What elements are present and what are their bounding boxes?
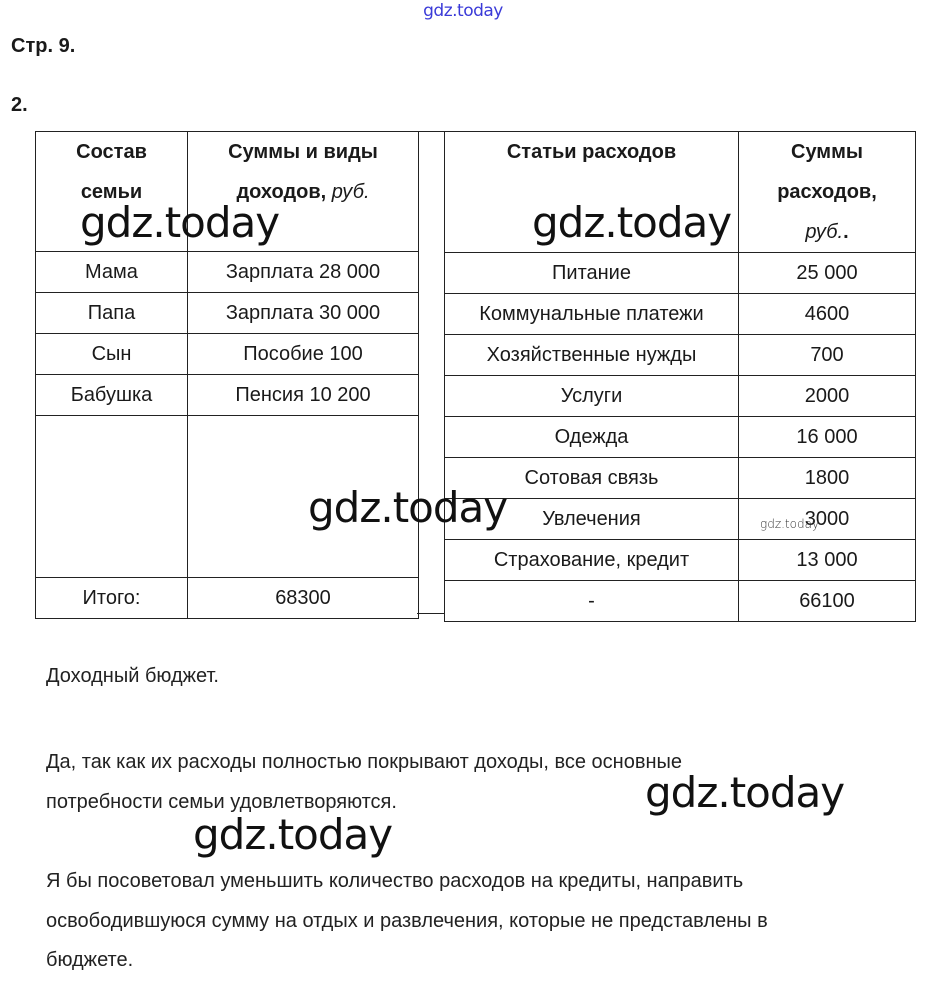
header-items bbox=[445, 132, 739, 253]
header-text: Состав bbox=[76, 141, 147, 163]
item-cell: Услуги bbox=[445, 376, 739, 417]
item-cell: Одежда bbox=[445, 417, 739, 458]
amount-cell: 1800 bbox=[739, 458, 916, 499]
header-text: доходов, bbox=[236, 181, 327, 203]
header-text: семьи bbox=[80, 181, 143, 203]
watermark: gdz.today bbox=[193, 810, 393, 859]
table-row bbox=[445, 417, 916, 458]
table-row bbox=[36, 293, 419, 334]
income-header-row bbox=[36, 132, 419, 252]
amount-cell: 16 000 bbox=[739, 417, 916, 458]
watermark-small: gdz.today bbox=[760, 517, 820, 531]
member-cell: Бабушка bbox=[36, 375, 188, 416]
total-label: - bbox=[445, 581, 739, 622]
member-cell: Мама bbox=[36, 252, 188, 293]
answer-1: Доходный бюджет. bbox=[46, 665, 219, 687]
amount-cell: 4600 bbox=[739, 294, 916, 335]
income-table bbox=[35, 131, 419, 619]
item-cell: Увлечения bbox=[445, 499, 739, 540]
header-text: Суммы bbox=[791, 141, 863, 163]
header-text bbox=[188, 172, 418, 212]
task-number: 2. bbox=[11, 94, 28, 116]
separator-column bbox=[417, 131, 444, 614]
header-text: Суммы и виды bbox=[228, 141, 378, 163]
total-value: 66100 bbox=[739, 581, 916, 622]
unit-label: руб. bbox=[331, 181, 370, 203]
table-row bbox=[445, 376, 916, 417]
expense-table bbox=[444, 131, 916, 622]
income-cell: Пенсия 10 200 bbox=[188, 375, 419, 416]
table-row bbox=[36, 334, 419, 375]
unit-label: руб. bbox=[805, 221, 844, 243]
answer-3-line-3: бюджете. bbox=[46, 949, 134, 971]
income-cell: Зарплата 30 000 bbox=[188, 293, 419, 334]
amount-cell: 700 bbox=[739, 335, 916, 376]
top-watermark: gdz.today bbox=[423, 1, 503, 21]
watermark: gdz.today bbox=[308, 483, 508, 532]
answer-3-line-1: Я бы посоветовал уменьшить количество расходов на кредиты, направить bbox=[46, 870, 744, 892]
item-cell: Страхование, кредит bbox=[445, 540, 739, 581]
header-income bbox=[188, 132, 419, 252]
watermark: gdz.today bbox=[645, 768, 845, 817]
table-row-empty bbox=[36, 416, 419, 578]
item-cell: Хозяйственные нужды bbox=[445, 335, 739, 376]
header-family bbox=[36, 132, 188, 252]
table-row bbox=[445, 253, 916, 294]
header-text: расходов, bbox=[777, 181, 877, 203]
header-text: Статьи расходов bbox=[506, 141, 677, 163]
answer-3-line-2: освободившуюся сумму на отдых и развлечения, которые не представлены в bbox=[46, 910, 768, 932]
member-cell: Сын bbox=[36, 334, 188, 375]
table-row bbox=[36, 252, 419, 293]
member-cell: Папа bbox=[36, 293, 188, 334]
income-cell: Пособие 100 bbox=[188, 334, 419, 375]
table-row bbox=[445, 335, 916, 376]
total-value: 68300 bbox=[188, 578, 419, 619]
amount-cell: 25 000 bbox=[739, 253, 916, 294]
item-cell: Сотовая связь bbox=[445, 458, 739, 499]
table-row bbox=[445, 540, 916, 581]
expense-header-row bbox=[445, 132, 916, 253]
answer-2-line-1: Да, так как их расходы полностью покрывают доходы, все основные bbox=[46, 751, 683, 773]
item-cell: Питание bbox=[445, 253, 739, 294]
total-row bbox=[445, 581, 916, 622]
table-row bbox=[445, 499, 916, 540]
answer-2-line-2: потребности семьи удовлетворяются. bbox=[46, 791, 397, 813]
header-amount bbox=[739, 132, 916, 253]
income-cell: Зарплата 28 000 bbox=[188, 252, 419, 293]
table-row bbox=[445, 294, 916, 335]
watermark: gdz.today bbox=[532, 198, 732, 247]
header-text: руб.. bbox=[805, 221, 849, 243]
table-row bbox=[36, 375, 419, 416]
item-cell: Коммунальные платежи bbox=[445, 294, 739, 335]
member-cell bbox=[36, 416, 188, 578]
amount-cell: 13 000 bbox=[739, 540, 916, 581]
page-label: Стр. 9. bbox=[11, 35, 76, 57]
table-row bbox=[445, 458, 916, 499]
amount-cell: 3000 bbox=[739, 499, 916, 540]
watermark: gdz.today bbox=[80, 198, 280, 247]
total-row bbox=[36, 578, 419, 619]
income-cell bbox=[188, 416, 419, 578]
amount-cell: 2000 bbox=[739, 376, 916, 417]
total-label: Итого: bbox=[36, 578, 188, 619]
